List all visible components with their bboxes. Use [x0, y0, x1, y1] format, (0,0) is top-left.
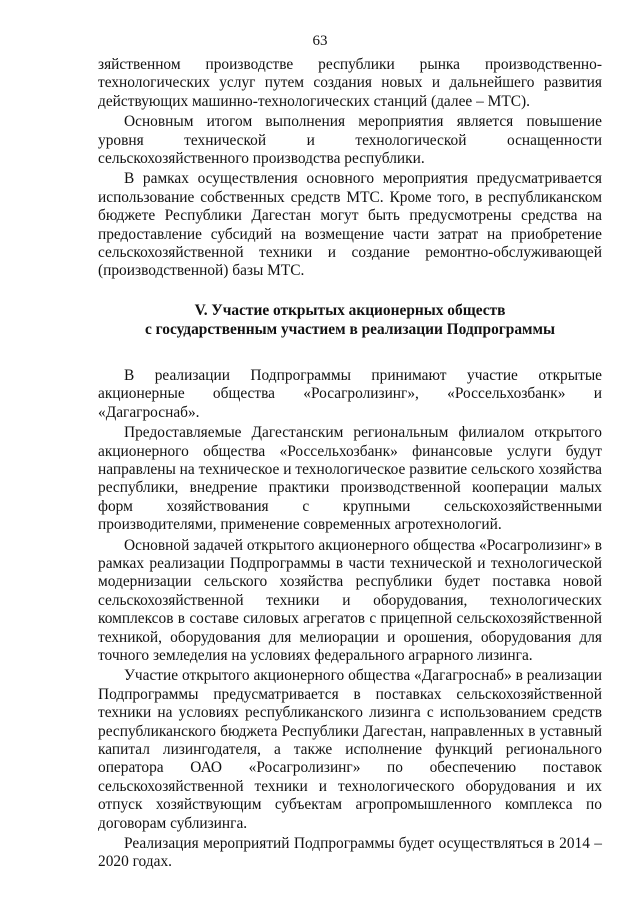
paragraph: Предоставляемые Дагестанским региональным филиалом открытого акционерного общества «Россельхозбанк» финансовые услуги будут направлены на техническое и технологическое развитие сельского хозяйства республики, внедрение практики производственной кооперации малых форм хозяйствования с крупными сельскохозяйственными производителями, применение современных агротехнологий.	[98, 424, 602, 534]
page-number: 63	[312, 33, 328, 49]
paragraph: Основным итогом выполнения мероприятия является повышение уровня технической и технологической оснащенности сельскохозяйственного производства республики.	[98, 113, 602, 168]
paragraph: Реализация мероприятий Подпрограммы будет осуществляться в 2014 – 2020 годах.	[98, 835, 602, 871]
paragraph: В реализации Подпрограммы принимают участие открытые акционерные общества «Росагролизинг», «Россельхозбанк» и «Дагагроснаб».	[98, 366, 602, 421]
paragraph: В рамках осуществления основного мероприятия предусматривается использование собственных средств МТС. Кроме того, в республиканском бюджете Республики Дагестан могут быть предусмотрены средства на предоставление субсидий на возмещение части затрат на приобретение сельскохозяйственной техники и создание ремонтно-обслуживающей (производственной) базы МТС.	[98, 170, 602, 280]
document-body	[98, 56, 602, 874]
paragraph: зяйственном производстве республики рынка производственно-технологических услуг путем создания новых и дальнейшего развития действующих машинно-технологических станций (далее – МТС).	[98, 56, 602, 110]
section-heading-line: с государственным участием в реализации Подпрограммы	[144, 320, 556, 338]
section-heading	[98, 301, 602, 339]
section-heading-line: V. Участие открытых акционерных обществ	[194, 301, 506, 319]
paragraph: Участие открытого акционерного общества «Дагагроснаб» в реализации Подпрограммы предусматривается в поставках сельскохозяйственной техники на условиях республиканского лизинга с использованием средств республиканского бюджета Республики Дагестан, направленных в уставный капитал лизингодателя, а также исполнение функций регионального оператора ОАО «Росагролизинг» по обеспечению поставок сельскохозяйственной техники и технологического оборудования и их отпуск хозяйствующим субъектам агропромышленного комплекса по договорам сублизинга.	[98, 667, 602, 832]
paragraph: Основной задачей открытого акционерного общества «Росагролизинг» в рамках реализации Подпрограммы в части технической и технологической модернизации сельского хозяйства республики будет поставка новой сельскохозяйственной техники и оборудования, технологических комплексов в составе силовых агрегатов с прицепной сельскохозяйственной техникой, оборудования для мелиорации и орошения, оборудования для точного земледелия на условиях федерального аграрного лизинга.	[98, 536, 602, 664]
